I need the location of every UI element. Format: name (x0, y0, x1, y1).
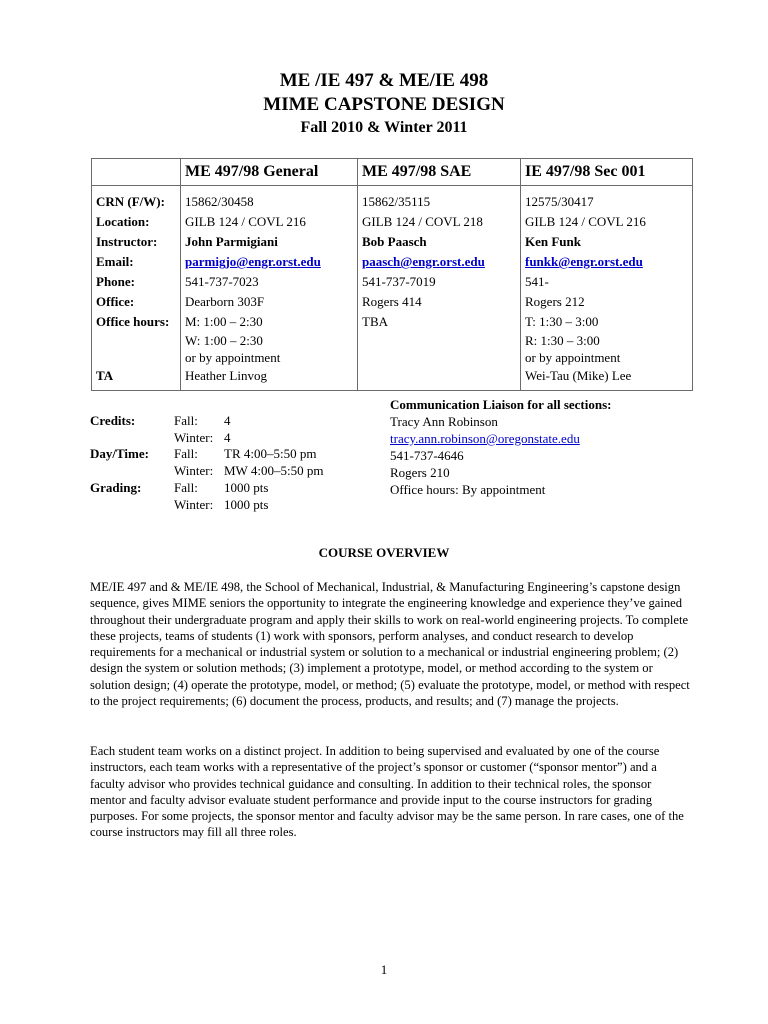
daytime-value: MW 4:00–5:50 pm (224, 463, 324, 478)
crn-value: 15862/30458 (185, 194, 254, 209)
phone-value: 541- (525, 274, 549, 289)
office-hours-line: T: 1:30 – 3:00 (525, 314, 599, 329)
location-value: GILB 124 / COVL 216 (525, 214, 646, 229)
row-labels-cell (92, 186, 181, 391)
office-hours-line: or by appointment (525, 350, 621, 365)
instructor-email-link[interactable]: funkk@engr.orst.edu (525, 254, 643, 269)
credits-value: 4 (224, 430, 231, 445)
credits-label: Credits: (90, 413, 136, 428)
office-hours-line: W: 1:00 – 2:30 (185, 333, 263, 348)
phone-value: 541-737-7019 (362, 274, 436, 289)
row-label-spacer (96, 332, 176, 349)
row-label: Phone: (96, 274, 135, 289)
liaison-phone: 541-737-4646 (390, 448, 464, 463)
office-hours-line: or by appointment (185, 350, 281, 365)
sections-table (91, 158, 693, 391)
table-header-row (92, 159, 693, 186)
location-value: GILB 124 / COVL 216 (185, 214, 306, 229)
office-hours-line: R: 1:30 – 3:00 (525, 333, 600, 348)
row-label-spacer (96, 349, 176, 366)
term-label: Fall: (174, 480, 198, 495)
office-value: Dearborn 303F (185, 294, 265, 309)
liaison-name: Tracy Ann Robinson (390, 414, 498, 429)
ta-name: Wei-Tau (Mike) Lee (525, 368, 632, 383)
course-title: ME /IE 497 & ME/IE 498 (279, 70, 489, 91)
general-section-cell (181, 186, 358, 391)
liaison-block (390, 396, 612, 498)
crn-value: 15862/35115 (362, 194, 431, 209)
daytime-value: TR 4:00–5:50 pm (224, 446, 317, 461)
liaison-email-link[interactable]: tracy.ann.robinson@oregonstate.edu (390, 431, 580, 446)
grading-value: 1000 pts (224, 497, 269, 512)
instructor-name: John Parmigiani (185, 234, 278, 249)
location-value: GILB 124 / COVL 218 (362, 214, 483, 229)
term-label: Fall: (174, 413, 198, 428)
row-label: CRN (F/W): (96, 194, 165, 209)
office-value: Rogers 212 (525, 294, 585, 309)
crn-value: 12575/30417 (525, 194, 594, 209)
grading-label: Grading: (90, 480, 142, 495)
column-header: ME 497/98 General (181, 159, 358, 186)
sae-section-cell (358, 186, 521, 391)
liaison-hours: Office hours: By appointment (390, 482, 546, 497)
row-label: Office hours: (96, 314, 170, 329)
credits-value: 4 (224, 413, 231, 428)
instructor-name: Bob Paasch (362, 234, 427, 249)
course-term: Fall 2010 & Winter 2011 (300, 119, 468, 136)
instructor-email-link[interactable]: paasch@engr.orst.edu (362, 254, 485, 269)
term-label: Winter: (174, 463, 214, 478)
phone-value: 541-737-7023 (185, 274, 259, 289)
office-hours-line: M: 1:00 – 2:30 (185, 314, 263, 329)
row-label: Instructor: (96, 234, 158, 249)
row-label: Email: (96, 254, 134, 269)
column-header: IE 497/98 Sec 001 (521, 159, 693, 186)
row-label: Office: (96, 294, 135, 309)
course-info-block (90, 412, 390, 512)
row-label: Location: (96, 214, 150, 229)
row-label: TA (96, 368, 114, 383)
ie-section-cell (521, 186, 693, 391)
office-hours-line: TBA (362, 314, 388, 329)
liaison-title: Communication Liaison for all sections: (390, 397, 612, 412)
instructor-name: Ken Funk (525, 234, 581, 249)
table-body-row (92, 186, 693, 391)
daytime-label: Day/Time: (90, 446, 149, 461)
office-value: Rogers 414 (362, 294, 422, 309)
term-label: Winter: (174, 497, 214, 512)
ta-name: Heather Linvog (185, 368, 267, 383)
course-subtitle: MIME CAPSTONE DESIGN (263, 94, 505, 115)
page-number: 1 (380, 962, 388, 977)
overview-paragraph: ME/IE 497 and & ME/IE 498, the School of Mechanical, Industrial, & Manufacturing Engineering’s capstone design sequence, gives MIME seniors the opportunity to integrate the engineering knowledge and experience they’ve gained throughout their undergraduate program and apply their skills to work on real-world engineering projects. To complete these projects, teams of students (1) work with sponsors, perform analyses, and conduct research to develop requirements for a mechanical or industrial system or solution to a mechanical or industrial engineering problem; (2) design the system or solution methods; (3) implement a prototype, model, or method according to the system or solution design; (4) operate the prototype, model, or method; (5) evaluate the prototype, model, or method with respect to the project requirements; (6) document the process, products, and results; and (7) manage the projects. (90, 580, 690, 709)
overview-heading: COURSE OVERVIEW (318, 545, 450, 560)
liaison-office: Rogers 210 (390, 465, 450, 480)
instructor-email-link[interactable]: parmigjo@engr.orst.edu (185, 254, 321, 269)
overview-paragraph: Each student team works on a distinct project. In addition to being supervised and evaluated by one of the course instructors, each team works with a representative of the project’s sponsor or customer (“sponsor mentor”) and a faculty advisor who provides technical guidance and consulting. In addition to their technical roles, the sponsor mentor and faculty advisor evaluate student performance and provide input to the course instructors for grading purposes. For some projects, the sponsor mentor and faculty advisor may be the same person. In rare cases, one of the course instructors may fill all three roles. (90, 744, 684, 840)
table-header-blank (92, 159, 181, 186)
column-header: ME 497/98 SAE (358, 159, 521, 186)
term-label: Winter: (174, 430, 214, 445)
term-label: Fall: (174, 446, 198, 461)
grading-value: 1000 pts (224, 480, 269, 495)
